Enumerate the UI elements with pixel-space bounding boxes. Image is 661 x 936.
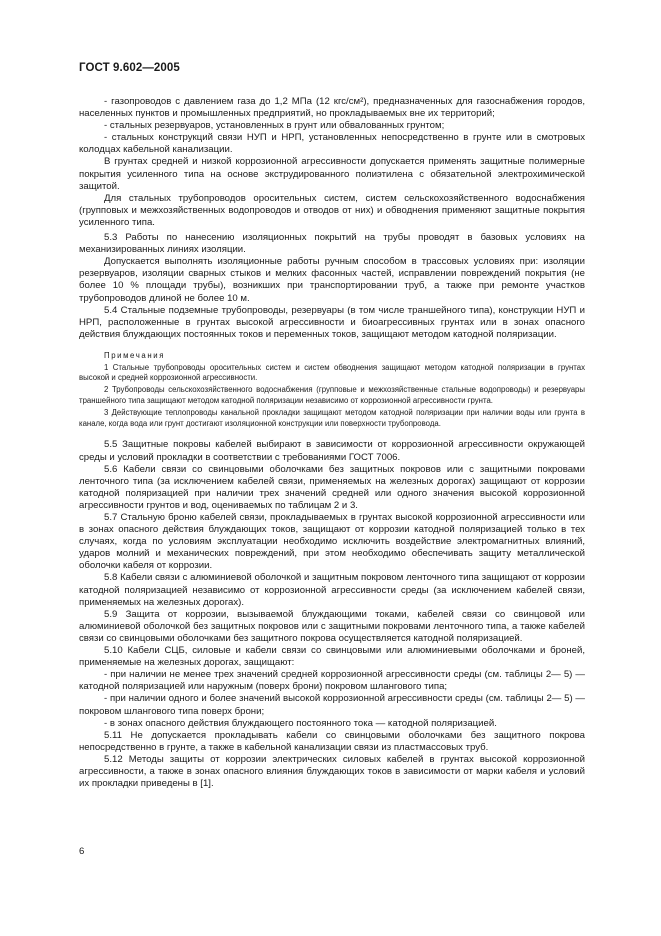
paragraph: 5.11 Не допускается прокладывать кабели со свинцовыми оболочками без защитного покрова непосредственно в грунте, а также в кабельной канализации связи из пластмассовых труб.	[79, 729, 585, 753]
paragraph: 5.6 Кабели связи со свинцовыми оболочками без защитных покровов или с защитными покровами ленточного типа (за исключением кабелей связи, применяемых на железных дорогах) защищают от коррозии катодной поляризацией при наличии трех значений средней или одного значения высокой коррозионной агрессивности грунтов и вод, оцениваемых по таблицам 2 и 3.	[79, 463, 585, 511]
paragraph: Допускается выполнять изоляционные работы ручным способом в трассовых условиях при: изоляции резервуаров, изоляции сварных стыков и мелких фасонных частей, исправлении повреждений покрытия (не более 10 % площади трубы), возникших при транспортировании труб, а также при ремонте участков трубопроводов длиной не более 10 м.	[79, 256, 585, 304]
note-item: 1 Стальные трубопроводы оросительных систем и систем обводнения защищают методом катодной поляризации в грунтах высокой и средней коррозионной агрессивности.	[79, 362, 585, 383]
page-number: 6	[79, 846, 85, 857]
paragraph: В грунтах средней и низкой коррозионной агрессивности допускается применять защитные полимерные покрытия усиленного типа на основе экструдированного полиэтилена с обязательной электрохимической защитой.	[79, 156, 585, 192]
page-header-title: ГОСТ 9.602—2005	[79, 62, 180, 74]
paragraph: - при наличии не менее трех значений средней коррозионной агрессивности среды (см. таблицы 2— 5) — катодной поляризацией или наружным (поверх брони) покровом шлангового типа;	[79, 669, 585, 693]
paragraph: 5.12 Методы защиты от коррозии электрических силовых кабелей в грунтах высокой коррозионной агрессивности, а также в зонах опасного влияния блуждающих токов в зависимости от марки кабеля и условий их прокладки приведены в [1].	[79, 753, 585, 790]
paragraph: 5.10 Кабели СЦБ, силовые и кабели связи со свинцовыми или алюминиевыми оболочками и броней, применяемые на железных дорогах, защищают:	[79, 645, 585, 669]
paragraph: 5.4 Стальные подземные трубопроводы, резервуары (в том числе траншейного типа), конструкции НУП и НРП, расположенные в грунтах высокой агрессивности и биоагрессивных грунтах или в зонах опасного действия блуждающих постоянных токов и переменных токов, защищают методом катодной поляризации.	[79, 304, 585, 340]
notes-heading: Примечания	[104, 350, 166, 360]
paragraph: 5.7 Стальную броню кабелей связи, прокладываемых в грунтах высокой коррозионной агрессивности или в зонах опасного действия блуждающих токов, защищают от коррозии катодной поляризацией только в тех случаях, когда по условиям эксплуатации необходимо исключить воздействие электромагнитных влияний, ударов молний и механических повреждений, при этом необходимо обеспечивать защиту металлической оболочки кабеля от коррозии.	[79, 512, 585, 572]
body-section-b	[79, 439, 585, 790]
paragraph: Для стальных трубопроводов оросительных систем, систем сельскохозяйственного водоснабжения (групповых и межхозяйственных водопроводов и отводов от них) и обводнения применяют защитные покрытия усиленного типа.	[79, 192, 585, 228]
paragraph: 5.8 Кабели связи с алюминиевой оболочкой и защитным покровом ленточного типа защищают от коррозии катодной поляризацией независимо от коррозионной агрессивности среды (за исключением кабелей связи, применяемых на железных дорогах).	[79, 572, 585, 608]
paragraph: - в зонах опасного действия блуждающего постоянного тока — катодной поляризацией.	[104, 717, 497, 729]
paragraph: - стальных конструкций связи НУП и НРП, установленных непосредственно в грунте или в смотровых колодцах кабельной канализации.	[79, 132, 585, 156]
paragraph: - стальных резервуаров, установленных в грунт или обвалованных грунтом;	[104, 120, 445, 132]
notes-block	[79, 351, 585, 430]
paragraph: 5.9 Защита от коррозии, вызываемой блуждающими токами, кабелей связи со свинцовой или алюминиевой оболочкой без защитных покровов или с защитными покровами ленточного типа, а также кабелей связи со свинцовыми оболочками без защитного покрова осуществляется катодной поляризацией.	[79, 608, 585, 644]
body-section-a	[79, 96, 585, 341]
paragraph: - газопроводов с давлением газа до 1,2 МПа (12 кгс/см²), предназначенных для газоснабжения городов, населенных пунктов и промышленных предприятий, но прокладываемых вне их территорий;	[79, 96, 585, 120]
paragraph: 5.3 Работы по нанесению изоляционных покрытий на трубы проводят в базовых условиях на механизированных линиях изоляции.	[79, 232, 585, 256]
paragraph: - при наличии одного и более значений высокой коррозионной агрессивности среды (см. таблицы 2— 5) — покровом шлангового типа поверх брони;	[79, 693, 585, 717]
paragraph: 5.5 Защитные покровы кабелей выбирают в зависимости от коррозионной агрессивности окружающей среды и условий прокладки в соответствии с требованиями ГОСТ 7006.	[79, 439, 585, 463]
note-item: 2 Трубопроводы сельскохозяйственного водоснабжения (групповые и межхозяйственные стальные водопроводы) и резервуары траншейного типа защищают методом катодной поляризации независимо от коррозионной агрессивности грунта.	[79, 385, 585, 406]
note-item: 3 Действующие теплопроводы канальной прокладки защищают методом катодной поляризации при наличии воды или грунта в канале, когда вода или грунт достигают изоляционной конструкции или поверхности трубопровода.	[79, 407, 585, 428]
